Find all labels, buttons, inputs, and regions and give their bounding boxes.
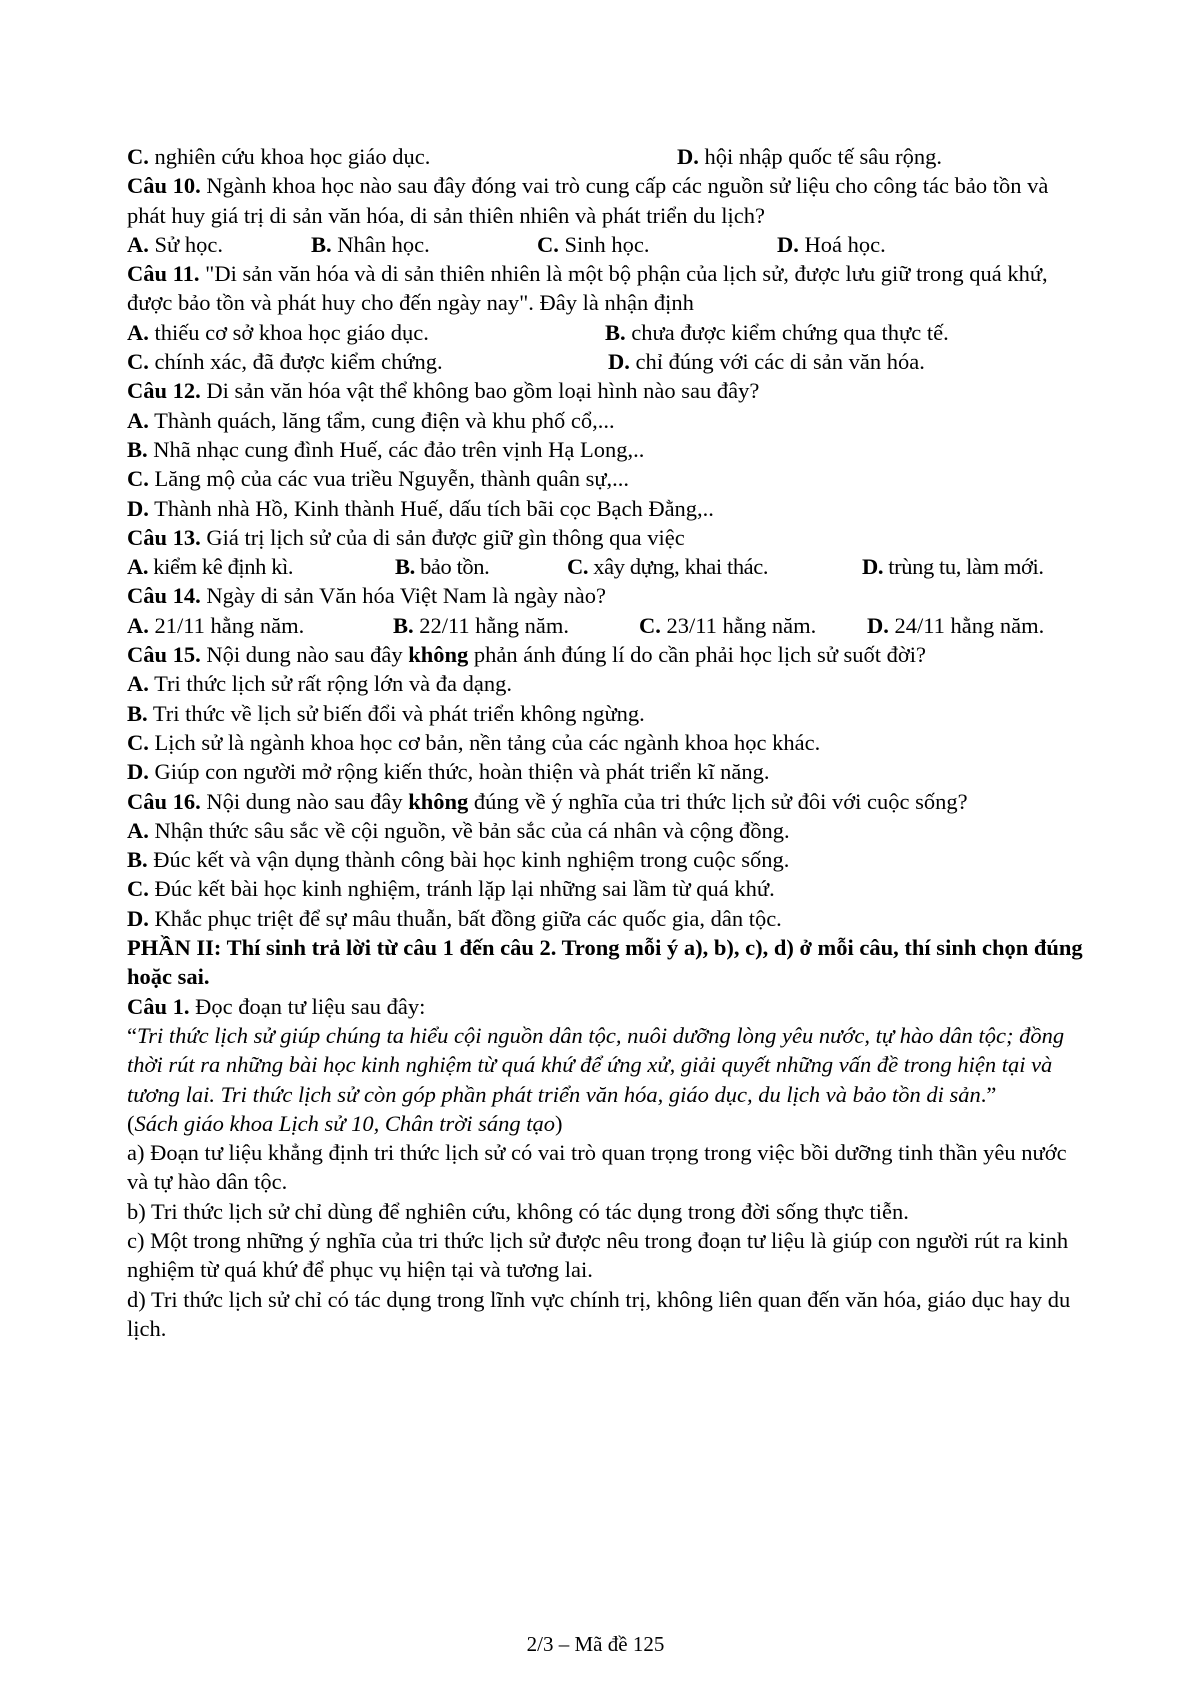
- option-d: D. trùng tu, làm mới.: [862, 554, 1044, 580]
- statement-a: a) Đoạn tư liệu khẳng định tri thức lịch sử có vai trò quan trọng trong việc bồi dưỡng tinh thần yêu nước và tự hào dân tộc.: [127, 1140, 1067, 1195]
- option-d: D. chỉ đúng với các di sản văn hóa.: [608, 349, 925, 375]
- option-d: D. hội nhập quốc tế sâu rộng.: [677, 144, 942, 169]
- option-b: B. bảo tồn.: [395, 554, 490, 580]
- statement-b: b) Tri thức lịch sử chỉ dùng để nghiên cứu, không có tác dụng trong đời sống thực tiễn.: [127, 1198, 909, 1224]
- option-a: A. kiểm kê định kì.: [127, 554, 294, 580]
- option-b: B. Tri thức về lịch sử biến đổi và phát triển không ngừng.: [127, 700, 645, 726]
- option-c: C. xây dựng, khai thác.: [567, 554, 769, 580]
- question-13-options: [127, 552, 1087, 581]
- option-b: B. Nhã nhạc cung đình Huế, các đảo trên vịnh Hạ Long,..: [127, 436, 645, 462]
- option-d: D. Khắc phục triệt để sự mâu thuẫn, bất đồng giữa các quốc gia, dân tộc.: [127, 905, 782, 931]
- part-2-question-1-stem: Câu 1. Đọc đoạn tư liệu sau đây:: [127, 993, 426, 1019]
- question-13-stem: Câu 13. Giá trị lịch sử của di sản được giữ gìn thông qua việc: [127, 524, 685, 550]
- option-a: A. Thành quách, lăng tẩm, cung điện và khu phố cổ,...: [127, 407, 615, 433]
- option-d: D. Hoá học.: [777, 231, 886, 257]
- option-a: A. 21/11 hằng năm.: [127, 612, 305, 638]
- source-citation: (Sách giáo khoa Lịch sử 10, Chân trời sáng tạo): [127, 1110, 563, 1136]
- q9-options-row: [127, 142, 1087, 171]
- question-10-options: [127, 230, 1087, 259]
- question-10-stem: Câu 10. Ngành khoa học nào sau đây đóng vai trò cung cấp các nguồn sử liệu cho công tác bảo tồn và phát huy giá trị di sản văn hóa, di sản thiên nhiên và phát triển du lịch?: [127, 173, 1049, 228]
- question-11-options-ab: [127, 318, 1087, 347]
- option-a: A. Sử học.: [127, 231, 223, 257]
- question-12-stem: Câu 12. Di sản văn hóa vật thể không bao gồm loại hình nào sau đây?: [127, 378, 760, 404]
- option-b: B. 22/11 hằng năm.: [393, 612, 570, 638]
- question-14-options: [127, 611, 1087, 640]
- option-a: A. Nhận thức sâu sắc về cội nguồn, về bản sắc của cá nhân và cộng đồng.: [127, 817, 790, 843]
- source-quote: “Tri thức lịch sử giúp chúng ta hiểu cội nguồn dân tộc, nuôi dưỡng lòng yêu nước, tự hào dân tộc; đồng thời rút ra những bài học kinh nghiệm từ quá khứ để ứng xử, giải quyết những vấn đề trong hiện tại và tương lai. Tri thức lịch sử còn góp phần phát triển văn hóa, giáo dục, du lịch và bảo tồn di sản.”: [127, 1022, 1065, 1107]
- page-footer: 2/3 – Mã đề 125: [526, 1632, 665, 1656]
- option-d: D. Giúp con người mở rộng kiến thức, hoàn thiện và phát triển kĩ năng.: [127, 759, 770, 785]
- option-b: B. chưa được kiểm chứng qua thực tế.: [605, 319, 949, 345]
- option-c: C. 23/11 hằng năm.: [639, 612, 817, 638]
- option-c: C. nghiên cứu khoa học giáo dục.: [127, 144, 431, 169]
- exam-page: [127, 142, 1087, 1343]
- option-b: B. Đúc kết và vận dụng thành công bài học kinh nghiệm trong cuộc sống.: [127, 847, 790, 873]
- question-11-options-cd: [127, 347, 1087, 376]
- option-a: A. Tri thức lịch sử rất rộng lớn và đa dạng.: [127, 671, 512, 697]
- option-c: C. Đúc kết bài học kinh nghiệm, tránh lặp lại những sai lầm từ quá khứ.: [127, 876, 775, 902]
- question-16-stem: Câu 16. Nội dung nào sau đây không đúng về ý nghĩa của tri thức lịch sử đôi với cuộc sống?: [127, 788, 968, 814]
- statement-c: c) Một trong những ý nghĩa của tri thức lịch sử được nêu trong đoạn tư liệu là giúp con người rút ra kinh nghiệm từ quá khứ để phục vụ hiện tại và tương lai.: [127, 1227, 1069, 1283]
- option-c: C. Lăng mộ của các vua triều Nguyễn, thành quân sự,...: [127, 466, 630, 492]
- option-c: C. chính xác, đã được kiểm chứng.: [127, 349, 443, 375]
- question-15-stem: Câu 15. Nội dung nào sau đây không phản ánh đúng lí do cần phải học lịch sử suốt đời?: [127, 642, 927, 668]
- option-b: B. Nhân học.: [311, 231, 430, 257]
- question-11-stem: Câu 11. "Di sản văn hóa và di sản thiên nhiên là một bộ phận của lịch sử, được lưu giữ trong quá khứ, được bảo tồn và phát huy cho đến ngày nay". Đây là nhận định: [127, 261, 1048, 316]
- option-d: D. Thành nhà Hồ, Kinh thành Huế, dấu tích bãi cọc Bạch Đằng,..: [127, 495, 714, 521]
- option-c: C. Sinh học.: [537, 231, 650, 257]
- statement-d: d) Tri thức lịch sử chỉ có tác dụng trong lĩnh vực chính trị, không liên quan đến văn hóa, giáo dục hay du lịch.: [127, 1286, 1071, 1341]
- option-d: D. 24/11 hằng năm.: [867, 612, 1045, 638]
- option-a: A. thiếu cơ sở khoa học giáo dục.: [127, 319, 429, 345]
- option-c: C. Lịch sử là ngành khoa học cơ bản, nền tảng của các ngành khoa học khác.: [127, 729, 821, 755]
- question-14-stem: Câu 14. Ngày di sản Văn hóa Việt Nam là ngày nào?: [127, 583, 606, 609]
- part-2-heading: PHẦN II: Thí sinh trả lời từ câu 1 đến câu 2. Trong mỗi ý a), b), c), d) ở mỗi câu, thí sinh chọn đúng hoặc sai.: [127, 935, 1083, 990]
